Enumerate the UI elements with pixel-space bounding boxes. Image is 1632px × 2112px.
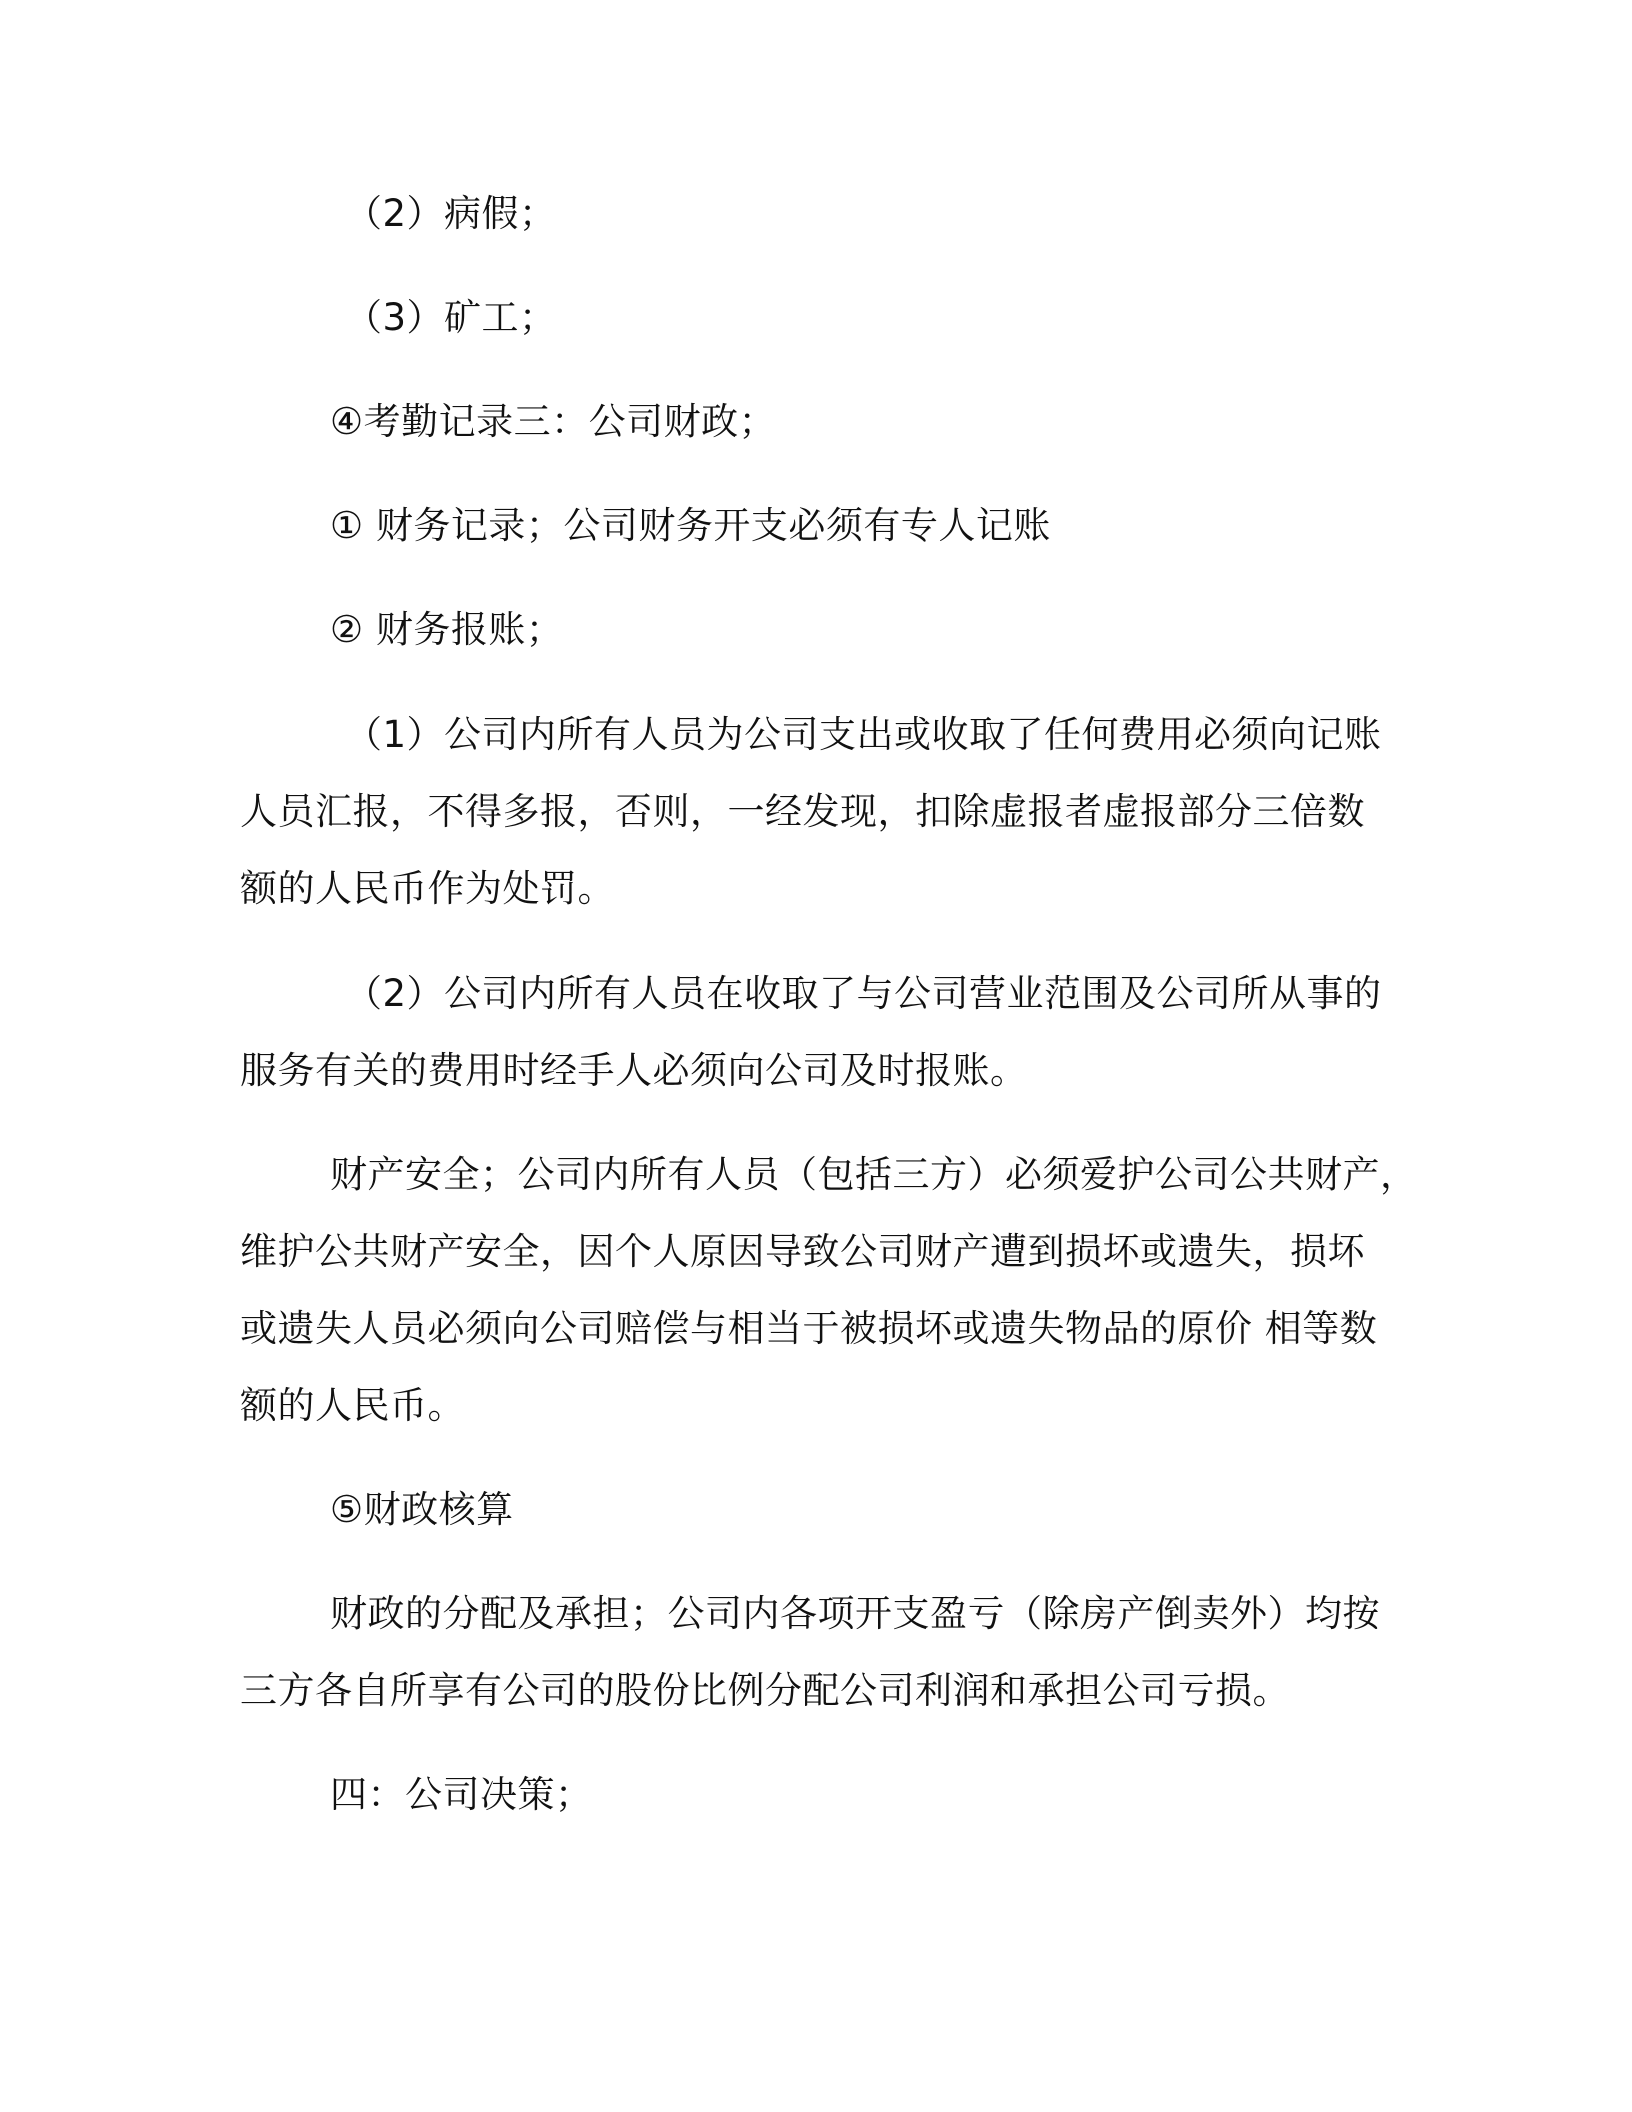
paragraph-line: 或遗失人员必须向公司赔偿与相当于被损坏或遗失物品的原价 相等数 <box>240 1307 1378 1350</box>
paragraph-line: 额的人民币作为处罚。 <box>240 867 615 910</box>
paragraph-line: 维护公共财产安全，因个人原因导致公司财产遭到损坏或遗失，损坏 <box>240 1230 1365 1273</box>
paragraph-line: 三方各自所享有公司的股份比例分配公司利润和承担公司亏损。 <box>240 1669 1290 1712</box>
section-heading-company-decisions: 四：公司决策； <box>330 1773 593 1816</box>
paragraph-line: （1）公司内所有人员为公司支出或收取了任何费用必须向记账 <box>345 713 1382 756</box>
paragraph-line: 人员汇报，不得多报，否则，一经发现，扣除虚报者虚报部分三倍数 <box>240 790 1365 833</box>
text-line-financial-records: ① 财务记录；公司财务开支必须有专人记账 <box>330 504 1051 547</box>
section-heading-company-finance: ④考勤记录三：公司财政； <box>330 400 777 443</box>
text-line-financial-reimbursement: ② 财务报账； <box>330 608 564 651</box>
paragraph-line: 服务有关的费用时经手人必须向公司及时报账。 <box>240 1049 1028 1092</box>
paragraph-line: 额的人民币。 <box>240 1384 465 1427</box>
section-heading-financial-accounting: ⑤财政核算 <box>330 1488 514 1531</box>
paragraph-line: 财产安全；公司内所有人员（包括三方）必须爱护公司公共财产， <box>330 1153 1418 1196</box>
text-line-absence: （3）矿工； <box>345 296 557 339</box>
paragraph-line: 财政的分配及承担；公司内各项开支盈亏（除房产倒卖外）均按 <box>330 1592 1380 1635</box>
text-line-sick-leave: （2）病假； <box>345 192 557 235</box>
paragraph-line: （2）公司内所有人员在收取了与公司营业范围及公司所从事的 <box>345 972 1382 1015</box>
